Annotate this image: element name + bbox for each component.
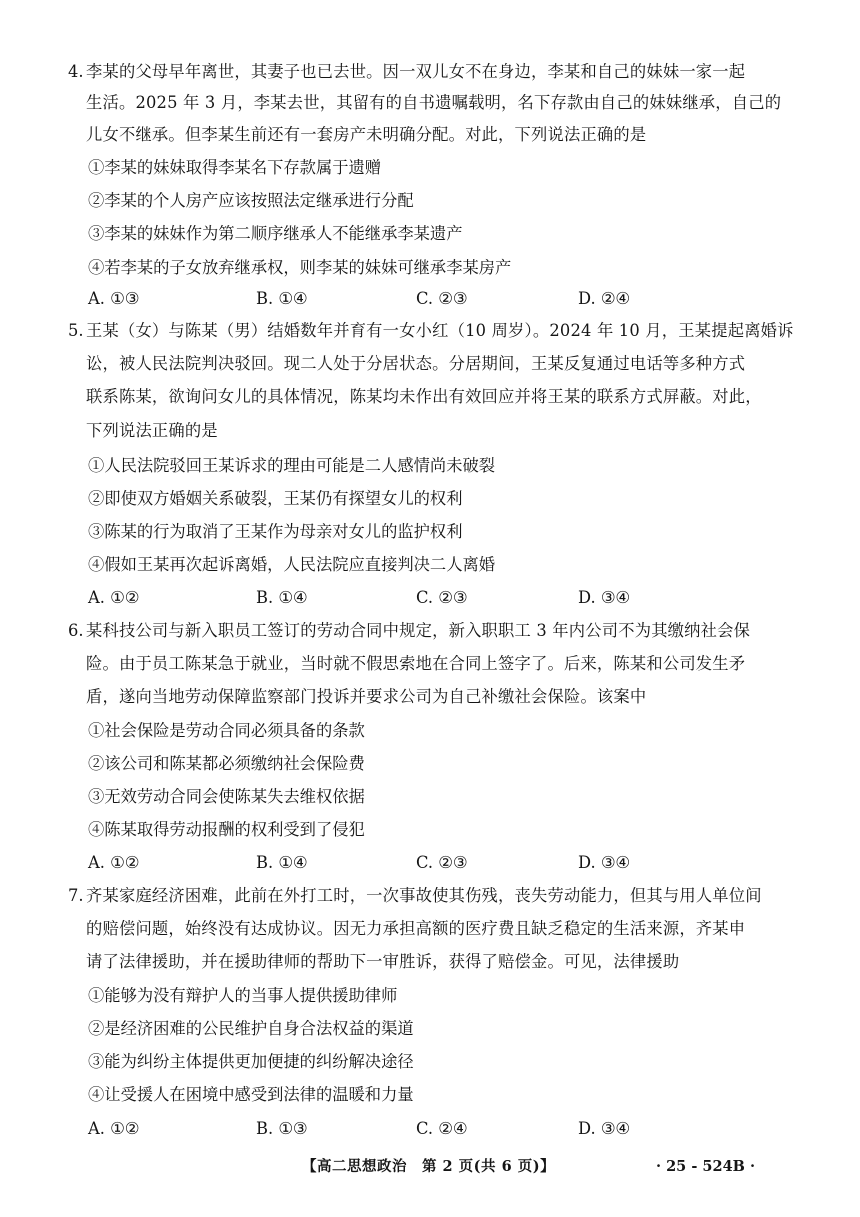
option-statement: ①李某的妹妹取得李某名下存款属于遗赠 (88, 158, 382, 177)
page-footer (0, 1155, 860, 1179)
question-stem-line: 儿女不继承。但李某生前还有一套房产未明确分配。对此，下列说法正确的是 (86, 125, 647, 144)
question-number: 5. (68, 321, 84, 340)
answer-choice-c[interactable]: C. ②③ (416, 289, 468, 308)
option-statement: ②即使双方婚姻关系破裂，王某仍有探望女儿的权利 (88, 489, 463, 508)
option-statement: ④若李某的子女放弃继承权，则李某的妹妹可继承李某房产 (88, 258, 512, 277)
option-statement: ④让受援人在困境中感受到法律的温暖和力量 (88, 1085, 414, 1104)
question-stem-line: 某科技公司与新入职员工签订的劳动合同中规定，新入职职工 3 年内公司不为其缴纳社会保 (86, 621, 751, 640)
footer-page-label: 【高二思想政治 第 2 页(共 6 页)】 (302, 1158, 556, 1175)
answer-choice-a[interactable]: A. ①② (88, 588, 140, 607)
question-stem-line: 生活。2025 年 3 月，李某去世，其留有的自书遗嘱载明，名下存款由自己的妹妹继承，自己的 (86, 93, 782, 112)
answer-choice-d[interactable]: D. ③④ (578, 588, 631, 607)
option-statement: ④陈某取得劳动报酬的权利受到了侵犯 (88, 820, 365, 839)
question-stem-line: 李某的父母早年离世，其妻子也已去世。因一双儿女不在身边，李某和自己的妹妹一家一起 (86, 62, 746, 81)
answer-choice-c[interactable]: C. ②③ (416, 588, 468, 607)
option-statement: ④假如王某再次起诉离婚，人民法院应直接判决二人离婚 (88, 555, 496, 574)
answer-choice-d[interactable]: D. ②④ (578, 289, 631, 308)
question-stem-line: 盾，遂向当地劳动保障监察部门投诉并要求公司为自己补缴社会保险。该案中 (86, 687, 647, 706)
answer-choice-b[interactable]: B. ①④ (256, 289, 308, 308)
question-stem-line: 联系陈某，欲询问女儿的具体情况，陈某均未作出有效回应并将王某的联系方式屏蔽。对此， (86, 387, 762, 406)
option-statement: ③陈某的行为取消了王某作为母亲对女儿的监护权利 (88, 522, 463, 541)
option-statement: ②该公司和陈某都必须缴纳社会保险费 (88, 754, 365, 773)
question-stem-line: 讼，被人民法院判决驳回。现二人处于分居状态。分居期间，王某反复通过电话等多种方式 (86, 354, 746, 373)
option-statement: ①社会保险是劳动合同必须具备的条款 (88, 721, 365, 740)
answer-choice-b[interactable]: B. ①③ (256, 1119, 308, 1138)
question-stem-line: 王某（女）与陈某（男）结婚数年并育有一女小红（10 周岁）。2024 年 10 月，王某提起离婚诉 (86, 321, 794, 340)
option-statement: ①人民法院驳回王某诉求的理由可能是二人感情尚未破裂 (88, 456, 496, 475)
question-stem-line: 齐某家庭经济困难，此前在外打工时，一次事故使其伤残，丧失劳动能力，但其与用人单位间 (86, 886, 762, 905)
answer-choice-b[interactable]: B. ①④ (256, 853, 308, 872)
answer-choice-c[interactable]: C. ②④ (416, 1119, 468, 1138)
question-stem-line: 请了法律援助，并在援助律师的帮助下一审胜诉，获得了赔偿金。可见，法律援助 (86, 952, 680, 971)
answer-choice-a[interactable]: A. ①② (88, 853, 140, 872)
question-stem-line: 的赔偿问题，始终没有达成协议。因无力承担高额的医疗费且缺乏稳定的生活来源，齐某申 (86, 919, 746, 938)
answer-choice-d[interactable]: D. ③④ (578, 1119, 631, 1138)
option-statement: ②李某的个人房产应该按照法定继承进行分配 (88, 191, 414, 210)
answer-choice-b[interactable]: B. ①④ (256, 588, 308, 607)
option-statement: ②是经济困难的公民维护自身合法权益的渠道 (88, 1019, 414, 1038)
answer-choice-c[interactable]: C. ②③ (416, 853, 468, 872)
answer-choice-a[interactable]: A. ①② (88, 1119, 140, 1138)
question-number: 7. (68, 886, 84, 905)
question-number: 6. (68, 621, 84, 640)
question-stem-line: 险。由于员工陈某急于就业，当时就不假思索地在合同上签字了。后来，陈某和公司发生矛 (86, 654, 746, 673)
answer-choice-a[interactable]: A. ①③ (88, 289, 140, 308)
question-number: 4. (68, 62, 84, 81)
footer-exam-code: · 25 - 524B · (656, 1158, 756, 1175)
option-statement: ③无效劳动合同会使陈某失去维权依据 (88, 787, 365, 806)
question-stem-line: 下列说法正确的是 (86, 421, 218, 440)
option-statement: ③李某的妹妹作为第二顺序继承人不能继承李某遗产 (88, 224, 463, 243)
option-statement: ③能为纠纷主体提供更加便捷的纠纷解决途径 (88, 1052, 414, 1071)
option-statement: ①能够为没有辩护人的当事人提供援助律师 (88, 986, 398, 1005)
answer-choice-d[interactable]: D. ③④ (578, 853, 631, 872)
